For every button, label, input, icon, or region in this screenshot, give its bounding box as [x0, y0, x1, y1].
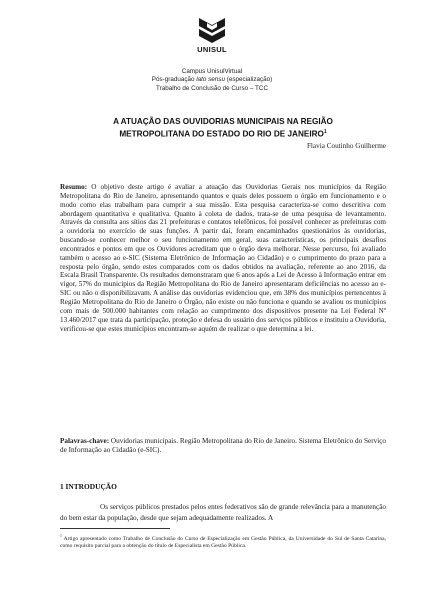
campus-line-2-italic: lato sensu [196, 76, 225, 84]
campus-line-1: Campus UnisulVirtual [181, 68, 243, 75]
section-heading: 1 INTRODUÇÃO [60, 482, 117, 491]
keywords-label: Palavras-chave: [60, 437, 110, 445]
campus-line-2 [0, 76, 424, 84]
footnote-divider [60, 528, 170, 529]
intro-paragraph: Os serviços públicos prestados pelos entes federativos são de grande relevância para a manutenção do bem estar da população, desde que sejam adequadamente realizados. A [60, 503, 386, 523]
keywords-text: Ouvidorias municipais. Região Metropolitana do Rio de Janeiro. Sistema Eletrônico do Serviço de Informação ao Cidadão (e-SIC). [60, 437, 386, 454]
title-line-2-text: METROPOLITANA DO ESTADO DO RIO DE JANEIRO [119, 130, 324, 140]
campus-line-3: Trabalho de Conclusão de Curso – TCC [155, 84, 268, 92]
abstract-text: O objetivo deste artigo é avaliar a atuação das Ouvidorias Gerais nos municípios da Região Metropolitana do Rio de Janeiro, apresentando quantos e quais deles possuem o órgão em funcionamento e o modo como elas trabalham para cumprir a sua missão. Esta pesquisa caracteriza-se como descritiva com abordagem quantitativa e qualitativa. Quanto à coleta de dados, trata-se de uma pesquisa de levantamento. Através da consulta aos sítios das 21 prefeituras e contatos telefônicos, foi possível conhecer as prefeituras com a ouvidoria no exercício de suas funções. A partir daí, foram encaminhados questionários às ouvidorias, buscando-se conhecer melhor o seu funcionamento em geral, suas características, os principais desafios encontrados e pontos em que os Ouvidores acreditam que o órgão deva melhorar. Nesse percurso, foi avaliado também o acesso ao e-SIC (Sistema Eletrônico de Informação ao Cidadão) e o cumprimento do prazo para a resposta pelo órgão, sendo estes comparados com os dados obtidos na avaliação, referente ao ano 2016, da Escala Brasil Transparente. Os resultados demonstraram que 6 anos após a Lei de Acesso à Informação entrar em vigor, 57% do municípios da Região Metropolitana do Rio de Janeiro apresentaram deficiências no acesso ao e-SIC ou não o disponibilizavam. A análise das ouvidorias evidenciou que, em 38% dos municípios pertencentes à Região Metropolitana do Rio de Janeiro o Órgão, não existe ou não funciona e quando se avaliou os municípios com mais de 500.000 habitantes com relação ao cumprimento dos dispositivos presente na Lei Federal Nº 13.460/2017 que trata da participação, proteção e defesa do usuário dos serviços públicos e instituiu a Ouvidoria, verificou-se que estes municípios encontram-se aquém de realizar o que determina a lei. [60, 183, 386, 333]
footnote-text: Artigo apresentado como Trabalho de Conclusão do Curso de Especialização em Gestão Pública, da Universidade do Sul de Santa Catarina, como requisito parcial para a obtenção do título de Especialista em Gestão Pública. [60, 535, 386, 550]
unisul-emblem-icon [195, 16, 229, 44]
author-name: Flavia Coutinho Guilherme [306, 142, 386, 150]
abstract [60, 183, 386, 333]
footnote [60, 532, 386, 550]
title-line-2 [60, 127, 386, 140]
abstract-label: Resumo: [60, 183, 88, 191]
keywords [60, 437, 386, 455]
campus-header [0, 68, 424, 93]
title-footnote-mark[interactable]: 1 [323, 129, 327, 136]
footnote-mark: 1 [60, 533, 62, 538]
title-line-1: A ATUAÇÃO DAS OUVIDORIAS MUNICIPAIS NA REGIÃO [113, 117, 333, 126]
university-logo [186, 16, 238, 54]
logo-wordmark: UNISUL [197, 45, 227, 54]
campus-line-2-pre: Pós-graduação [151, 76, 197, 84]
article-title [60, 117, 386, 141]
campus-line-2-post: (especialização) [224, 76, 273, 84]
